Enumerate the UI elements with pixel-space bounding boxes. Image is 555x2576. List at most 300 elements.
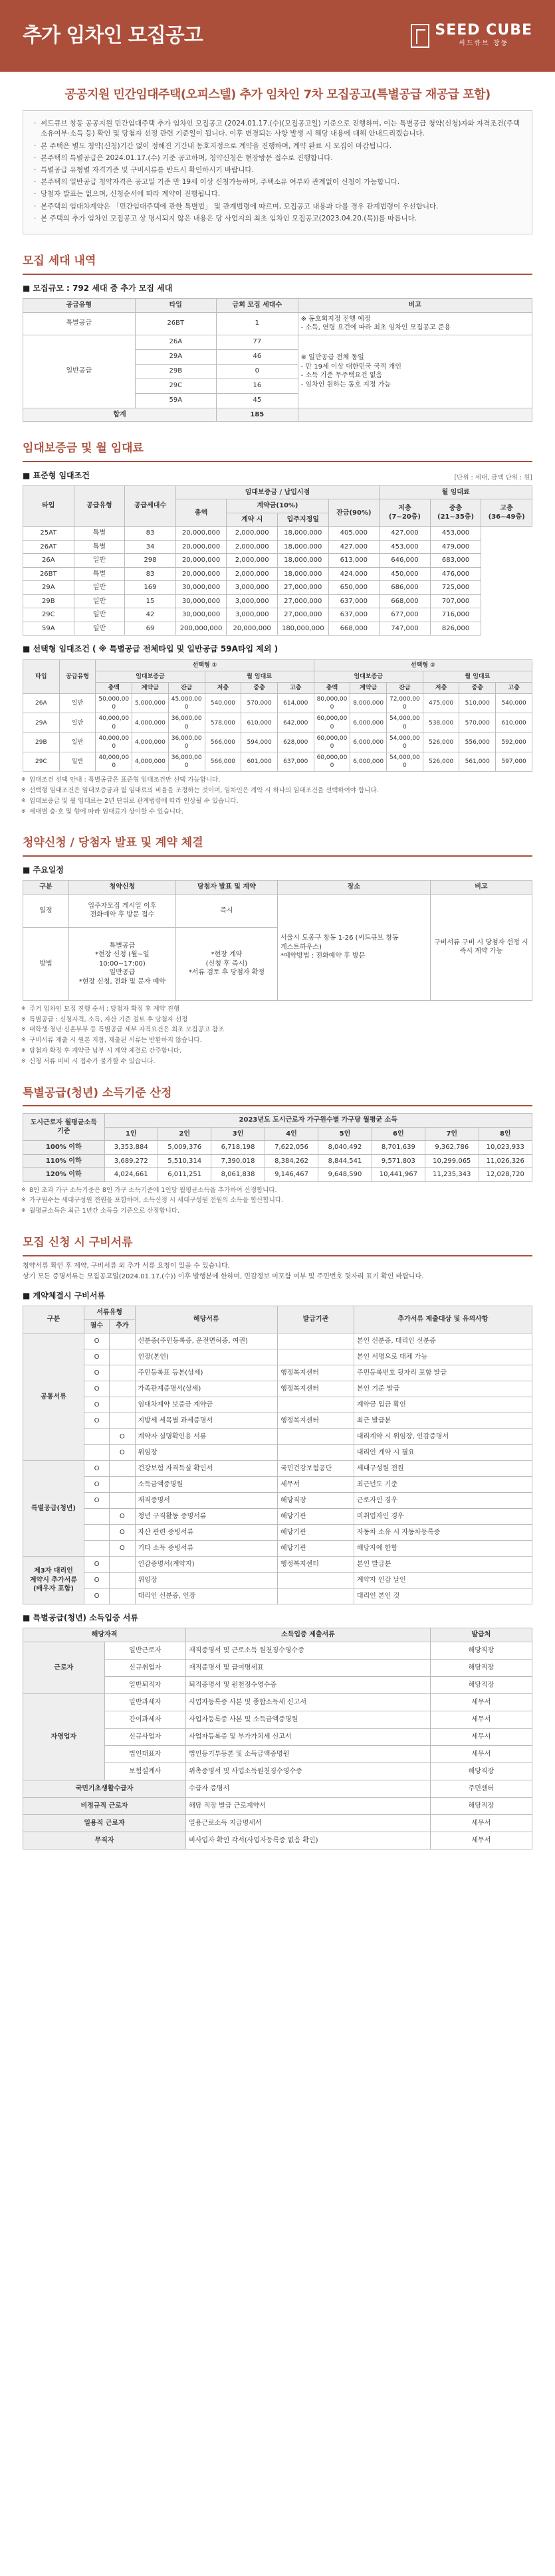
logo-icon <box>411 24 429 48</box>
cell: 특별 <box>74 527 125 541</box>
table-row <box>23 1492 532 1508</box>
cell: 3,000,000 <box>227 581 278 595</box>
col-header-group: 월 임대료 <box>380 485 532 499</box>
cell-type: 26A <box>135 335 217 349</box>
cell: 34 <box>125 540 176 554</box>
cell: O <box>84 1413 109 1428</box>
cell-group: 비정규직 근로자 <box>23 1797 186 1814</box>
cell: 677,000 <box>380 608 431 622</box>
cell: 행정복지센터 <box>277 1556 354 1572</box>
cell: O <box>84 1556 109 1572</box>
cell: 72,000,000 <box>387 694 423 713</box>
income-proof-table <box>23 1628 532 1849</box>
cell: 11,235,343 <box>425 1168 479 1182</box>
cell: 683,000 <box>430 554 481 568</box>
cell-sub: 간이과세자 <box>104 1711 186 1728</box>
cell: 일반 <box>59 732 96 752</box>
cell: 476,000 <box>430 567 481 581</box>
note-item: ※ 세대별 층·호 및 향에 따라 임대료가 상이할 수 있습니다. <box>23 808 532 817</box>
col-header: 발급기관 <box>277 1306 354 1333</box>
cell-count: 16 <box>217 379 298 393</box>
cell: 30,000,000 <box>175 581 227 595</box>
cell: O <box>84 1588 109 1604</box>
docs-intro-item: 청약서류 확인 후 계약, 구비서류 외 추가 서류 요청이 있을 수 있습니다. <box>23 1262 230 1270</box>
cell-kind: 일반공급 <box>23 335 136 408</box>
cell-kind: 특별공급 <box>23 312 136 335</box>
cell: 퇴직증명서 및 원천징수영수증 <box>186 1676 431 1693</box>
cell <box>277 1428 354 1444</box>
col-header: 저층 <box>205 683 241 694</box>
col-header: 임대보증금 <box>96 671 205 682</box>
cell: 637,000 <box>328 608 380 622</box>
cell: 일반 <box>74 554 125 568</box>
cell: 소득금액증명원 <box>135 1476 277 1492</box>
cell <box>110 1460 135 1476</box>
notice-box <box>23 110 532 234</box>
cell: 청년 구직활동 증명서류 <box>135 1508 277 1524</box>
cell: 747,000 <box>380 622 431 636</box>
table-row <box>23 527 532 541</box>
cell: 세무서 <box>430 1832 532 1849</box>
supply-table <box>23 298 532 422</box>
col-header: 8인 <box>479 1127 532 1141</box>
cell: 자산 관련 증빙서류 <box>135 1524 277 1540</box>
cell: 11,026,326 <box>479 1154 532 1168</box>
cell: 26BT <box>23 567 74 581</box>
table-row <box>23 1572 532 1588</box>
cell: 4,024,661 <box>104 1168 158 1182</box>
cell: 사업자등록증 및 부가가치세 신고서 <box>186 1728 431 1745</box>
note-item: ※ 대학생·청년·신혼부부 등 특별공급 세부 자격요건은 최초 모집공고 참조 <box>23 1025 532 1035</box>
page-header <box>0 0 555 72</box>
table-row <box>23 1141 532 1155</box>
cell: 근로자인 경우 <box>354 1492 532 1508</box>
table-row <box>23 732 532 752</box>
cell <box>277 1588 354 1604</box>
cell: 10,023,933 <box>479 1141 532 1155</box>
cell: 3,353,884 <box>104 1141 158 1155</box>
unit-note: [단위 : 세대, 금액 단위 : 원] <box>454 474 532 482</box>
cell-count: 0 <box>217 364 298 379</box>
cell <box>277 1333 354 1349</box>
cell: 해당직장 <box>430 1642 532 1659</box>
col-header: 2인 <box>158 1127 211 1141</box>
cell: 36,000,000 <box>168 713 205 732</box>
cell: 27,000,000 <box>277 581 328 595</box>
income-table <box>23 1113 532 1182</box>
cell: 110% 이하 <box>23 1154 105 1168</box>
rent-sub-title-2: ■ 선택형 임대조건 ( ※ 특별공급 전체타입 및 일반공급 59A타입 제외 ) <box>23 644 532 655</box>
cell <box>84 1428 109 1444</box>
cell: 본인 기준 발급 <box>354 1381 532 1397</box>
cell: 424,000 <box>328 567 380 581</box>
cell: 세무서 <box>430 1814 532 1832</box>
supply-section-title: 모집 세대 내역 <box>23 253 532 275</box>
table-row <box>23 1814 532 1832</box>
cell: 40,000,000 <box>96 732 132 752</box>
cell-sub: 법인대표자 <box>104 1745 186 1762</box>
cell: 610,000 <box>241 713 278 732</box>
col-header: 계약 시 <box>227 513 278 527</box>
cell: 5,510,314 <box>158 1154 211 1168</box>
cell: 재직증명서 및 근로소득 원천징수영수증 <box>186 1642 431 1659</box>
docs-table <box>23 1306 532 1604</box>
cell: 594,000 <box>241 732 278 752</box>
cell <box>110 1333 135 1349</box>
cell: 해당직장 <box>277 1492 354 1508</box>
notice-item: · 본주택의 임대차계약은 「민간임대주택에 관한 특별법」 및 관계법령에 따르며, 모집공고 내용과 다를 경우 관계법령이 우선합니다. <box>34 202 521 212</box>
col-header: 타입 <box>23 659 60 693</box>
col-header: 3인 <box>211 1127 265 1141</box>
cell: 일정 <box>23 894 69 927</box>
col-header: 월 임대료 <box>423 671 532 682</box>
table-row <box>23 594 532 608</box>
cell-sub: 신규사업자 <box>104 1728 186 1745</box>
cell: 위촉증명서 및 사업소득원천징수영수증 <box>186 1762 431 1780</box>
cell-group: 자영업자 <box>23 1693 105 1780</box>
cell: 29A <box>23 713 60 732</box>
cell: 행정복지센터 <box>277 1365 354 1381</box>
cell: 18,000,000 <box>277 527 328 541</box>
col-header-group: 선택형 ② <box>314 659 532 671</box>
table-row <box>23 335 532 349</box>
table-row <box>23 312 532 335</box>
cell-count: 46 <box>217 349 298 364</box>
table-row <box>23 608 532 622</box>
cell-remark: ※ 동호회지정 진행 예정 - 소득, 연령 요건에 따라 최초 임차인 모집공고 준용 <box>298 312 532 335</box>
cell: O <box>110 1428 135 1444</box>
docs-intro-item: 상기 모든 증명서류는 모집공고일(2024.01.17.(수)) 이후 발행분에 한하며, 민감정보 미포함 여부 및 주민번호 뒷자리 표기 확인 바랍니다. <box>23 1273 424 1281</box>
cell: 주민등록번호 뒷자리 포함 발급 <box>354 1365 532 1381</box>
schedule-notes <box>23 1005 532 1067</box>
table-row <box>23 752 532 772</box>
cell: 일반 <box>74 608 125 622</box>
cell: O <box>84 1572 109 1588</box>
cell: 6,000,000 <box>350 752 387 772</box>
docs-section-title: 모집 신청 시 구비서류 <box>23 1235 532 1256</box>
col-header: 발급처 <box>430 1628 532 1642</box>
col-header: 7인 <box>425 1127 479 1141</box>
notice-item: · 본주택의 일반공급 청약자격은 공고일 기준 만 19세 이상 신청가능하며, 주택소유 여부와 관계없이 신청이 가능합니다. <box>34 177 521 187</box>
cell: 15 <box>125 594 176 608</box>
cell-sub: 신규취업자 <box>104 1659 186 1676</box>
total-label: 합계 <box>23 408 217 422</box>
cell: 526,000 <box>423 732 459 752</box>
cell: 642,000 <box>277 713 314 732</box>
cell: 일반 <box>74 581 125 595</box>
docs-intro <box>23 1262 532 1282</box>
schedule-table <box>23 880 532 1001</box>
cell: 세무서 <box>430 1711 532 1728</box>
col-header: 공급유형 <box>23 299 136 313</box>
cell <box>277 1572 354 1588</box>
table-row <box>23 1413 532 1428</box>
docs-sub-title: ■ 계약체결시 구비서류 <box>23 1290 532 1302</box>
standard-rent-table <box>23 485 532 636</box>
cell: 725,000 <box>430 581 481 595</box>
notice-item: · 본주택의 특별공급은 2024.01.17.(수) 기준 공고하며, 청약신청은 현장방문 접수로 진행합니다. <box>34 153 521 163</box>
cell: 578,000 <box>205 713 241 732</box>
cell: 국민건강보험공단 <box>277 1460 354 1476</box>
cell: 650,000 <box>328 581 380 595</box>
cell-sub: 보험설계사 <box>104 1762 186 1780</box>
cell-group: 제3자 대리인 계약시 추가서류 (배우자 포함) <box>23 1556 84 1604</box>
cell: 일반 <box>59 694 96 713</box>
cell <box>277 1444 354 1460</box>
cell: 2,000,000 <box>227 554 278 568</box>
cell: 566,000 <box>205 732 241 752</box>
table-row <box>23 1540 532 1556</box>
cell: 4,000,000 <box>132 732 169 752</box>
col-header: 계약금 <box>350 683 387 694</box>
cell-sub: 일반근로자 <box>104 1642 186 1659</box>
cell: 특별공급 *현장 신청 (월~일 10:00~17:00) 일반공급 *현장 신청, 전화 및 문자 예약 <box>68 927 175 1000</box>
col-header: 필수 <box>84 1320 109 1333</box>
cell: 628,000 <box>277 732 314 752</box>
col-header: 공급세대수 <box>125 485 176 527</box>
cell: O <box>110 1444 135 1460</box>
cell: 20,000,000 <box>175 567 227 581</box>
cell: 8,701,639 <box>372 1141 425 1155</box>
col-header: 공급유형 <box>59 659 96 693</box>
cell: 20,000,000 <box>175 554 227 568</box>
table-row <box>23 1556 532 1572</box>
cell: 30,000,000 <box>175 608 227 622</box>
cell: 637,000 <box>328 594 380 608</box>
cell: 8,844,541 <box>318 1154 372 1168</box>
col-header: 중층 (21~35층) <box>430 499 481 527</box>
cell: 646,000 <box>380 554 431 568</box>
col-header: 1인 <box>104 1127 158 1141</box>
cell: 해당자에 한함 <box>354 1540 532 1556</box>
col-header: 잔금 <box>168 683 205 694</box>
cell: 526,000 <box>423 752 459 772</box>
cell: 미취업자인 경우 <box>354 1508 532 1524</box>
brand-logo <box>411 23 532 49</box>
cell: 방법 <box>23 927 69 1000</box>
cell-type: 29B <box>135 364 217 379</box>
cell: 가족관계증명서(상세) <box>135 1381 277 1397</box>
table-row <box>23 1524 532 1540</box>
col-header: 구분 <box>23 1306 84 1333</box>
col-header: 총액 <box>175 499 227 527</box>
cell: 대리인 신분증, 인장 <box>135 1588 277 1604</box>
docs-sub-title-2: ■ 특별공급(청년) 소득입증 서류 <box>23 1612 532 1624</box>
cell <box>110 1572 135 1588</box>
col-header-group: 임대보증금 / 납입시점 <box>175 485 379 499</box>
cell: 입주자모집 게시일 이후 전화예약 후 방문 접수 <box>68 894 175 927</box>
cell: 59A <box>23 622 74 636</box>
table-row <box>23 567 532 581</box>
cell: 대리계약 시 위임장, 인감증명서 <box>354 1428 532 1444</box>
note-item: ※ 월평균소득은 최근 1년간 소득을 기준으로 산정합니다. <box>23 1207 532 1216</box>
table-row <box>23 1476 532 1492</box>
cell: 29B <box>23 732 60 752</box>
table-row <box>23 694 532 713</box>
cell: 556,000 <box>459 732 496 752</box>
cell: 29C <box>23 752 60 772</box>
cell: O <box>84 1476 109 1492</box>
table-row <box>23 1349 532 1365</box>
cell <box>110 1492 135 1508</box>
cell: 주민센터 <box>430 1780 532 1797</box>
income-section-title: 특별공급(청년) 소득기준 산정 <box>23 1085 532 1107</box>
cell: 50,000,000 <box>96 694 132 713</box>
cell: 453,000 <box>430 527 481 541</box>
col-header: 소득입증 제출서류 <box>186 1628 431 1642</box>
cell-sub: 일반퇴직자 <box>104 1676 186 1693</box>
cell-type: 29C <box>135 379 217 393</box>
cell: 20,000,000 <box>175 540 227 554</box>
cell: 9,362,786 <box>425 1141 479 1155</box>
col-header: 타입 <box>23 485 74 527</box>
cell: 최근 발급분 <box>354 1413 532 1428</box>
table-row <box>23 1460 532 1476</box>
table-row <box>23 1588 532 1604</box>
cell: 자동차 소유 시 자동차등록증 <box>354 1524 532 1540</box>
cell: O <box>84 1333 109 1349</box>
cell: 601,000 <box>241 752 278 772</box>
cell: 707,000 <box>430 594 481 608</box>
schedule-sub-title: ■ 주요일정 <box>23 865 532 876</box>
cell: 427,000 <box>328 540 380 554</box>
note-item: ※ 8인 초과 가구 소득기준은 8인 가구 소득기준에 1인당 월평균소득을 추가하여 산정합니다. <box>23 1186 532 1195</box>
col-header: 금회 모집 세대수 <box>217 299 298 313</box>
cell: 7,390,018 <box>211 1154 265 1168</box>
cell: 298 <box>125 554 176 568</box>
cell: 2,000,000 <box>227 567 278 581</box>
rent-sub-title-1: ■ 표준형 임대조건 <box>23 470 532 481</box>
cell <box>110 1349 135 1365</box>
cell-remark: ※ 일반공급 전체 동일 - 만 19세 이상 대한민국 국적 개인 - 소득 기준 무주택요건 없음 - 임차인 원하는 동호 지정 가능 <box>298 335 532 408</box>
cell: 본인 서명으로 대체 가능 <box>354 1349 532 1365</box>
note-item: ※ 선택형 임대조건은 임대보증금과 월 임대료의 비율을 조정하는 것이며, 임차인은 계약 시 하나의 임대조건을 선택하여야 합니다. <box>23 786 532 796</box>
cell: 일반 <box>74 622 125 636</box>
total-row <box>23 408 532 422</box>
cell: 83 <box>125 527 176 541</box>
cell: 3,000,000 <box>227 594 278 608</box>
cell: 비사업자 확인 각서(사업자등록증 없음 확인) <box>186 1832 431 1849</box>
cell: 36,000,000 <box>168 732 205 752</box>
total-count: 185 <box>217 408 298 422</box>
cell: O <box>110 1508 135 1524</box>
cell: 54,000,000 <box>387 713 423 732</box>
cell: 27,000,000 <box>277 608 328 622</box>
cell: 재직증명서 및 급여명세표 <box>186 1659 431 1676</box>
cell: 임대차계약 보증금 계약금 <box>135 1397 277 1413</box>
cell: 427,000 <box>380 527 431 541</box>
cell: 위임장 <box>135 1572 277 1588</box>
cell: 8,384,262 <box>265 1154 318 1168</box>
cell: O <box>84 1397 109 1413</box>
cell: O <box>84 1365 109 1381</box>
cell: 597,000 <box>496 752 532 772</box>
col-header: 고층 (36~49층) <box>481 499 532 527</box>
col-header: 도시근로자 월평균소득 기준 <box>23 1114 105 1141</box>
cell <box>110 1365 135 1381</box>
cell: 36,000,000 <box>168 752 205 772</box>
col-header: 저층 <box>423 683 459 694</box>
cell: 10,441,967 <box>372 1168 425 1182</box>
col-header: 계약금 <box>132 683 169 694</box>
cell-type: 29A <box>135 349 217 364</box>
cell-type: 26BT <box>135 312 217 335</box>
table-row <box>23 1797 532 1814</box>
cell: 대리인 계약 시 필요 <box>354 1444 532 1460</box>
table-row <box>23 540 532 554</box>
cell: 83 <box>125 567 176 581</box>
cell: 40,000,000 <box>96 752 132 772</box>
cell: 69 <box>125 622 176 636</box>
cell: 행정복지센터 <box>277 1381 354 1397</box>
cell: 18,000,000 <box>277 567 328 581</box>
cell: 구비서류 구비 시 당첨자 선정 시 즉시 계약 가능 <box>430 894 532 1000</box>
cell: O <box>84 1460 109 1476</box>
cell: 29B <box>23 594 74 608</box>
table-row <box>23 581 532 595</box>
cell <box>84 1524 109 1540</box>
col-header: 중층 <box>459 683 496 694</box>
cell: 해당직장 <box>430 1659 532 1676</box>
cell: 510,000 <box>459 694 496 713</box>
cell: 주민등록표 등본(상세) <box>135 1365 277 1381</box>
cell: 계약자 실명확인용 서류 <box>135 1428 277 1444</box>
cell: 25AT <box>23 527 74 541</box>
col-header: 고층 <box>496 683 532 694</box>
cell: O <box>84 1381 109 1397</box>
cell: 특별 <box>74 567 125 581</box>
cell: 일반 <box>74 594 125 608</box>
cell-count: 45 <box>217 393 298 408</box>
cell: 668,000 <box>328 622 380 636</box>
cell: 4,000,000 <box>132 752 169 772</box>
cell: 해당직장 <box>430 1762 532 1780</box>
cell: 지방세 세목별 과세증명서 <box>135 1413 277 1428</box>
cell: 9,571,803 <box>372 1154 425 1168</box>
cell: 42 <box>125 608 176 622</box>
cell: O <box>84 1492 109 1508</box>
note-item: ※ 가구원수는 세대구성원 전원을 포함하며, 소득산정 시 세대구성원 전원의 소득을 합산합니다. <box>23 1196 532 1205</box>
cell: 200,000,000 <box>175 622 227 636</box>
table-row <box>23 1365 532 1381</box>
cell: 540,000 <box>496 694 532 713</box>
col-header: 중층 <box>241 683 278 694</box>
income-notes <box>23 1186 532 1216</box>
cell: 2,000,000 <box>227 540 278 554</box>
col-header: 추가서류 제출대상 및 유의사항 <box>354 1306 532 1333</box>
cell: 5,000,000 <box>132 694 169 713</box>
table-row <box>23 1428 532 1444</box>
cell: 561,000 <box>459 752 496 772</box>
logo-text: SEED CUBE <box>435 21 532 39</box>
cell: 450,000 <box>380 567 431 581</box>
schedule-section-title: 청약신청 / 당첨자 발표 및 계약 체결 <box>23 835 532 857</box>
col-header: 타입 <box>135 299 217 313</box>
note-item: ※ 당첨자 확정 후 계약금 납부 시 계약 체결로 간주합니다. <box>23 1047 532 1056</box>
cell: 해당기관 <box>277 1524 354 1540</box>
cell: 8,040,492 <box>318 1141 372 1155</box>
cell: 해당직장 <box>430 1676 532 1693</box>
cell: 건강보험 자격득실 확인서 <box>135 1460 277 1476</box>
rent-notes <box>23 776 532 816</box>
cell: 18,000,000 <box>277 540 328 554</box>
cell: 3,000,000 <box>227 608 278 622</box>
cell: 기타 소득 증빙서류 <box>135 1540 277 1556</box>
cell: 29A <box>23 581 74 595</box>
col-header: 비고 <box>298 299 532 313</box>
cell: 20,000,000 <box>227 622 278 636</box>
cell: 475,000 <box>423 694 459 713</box>
